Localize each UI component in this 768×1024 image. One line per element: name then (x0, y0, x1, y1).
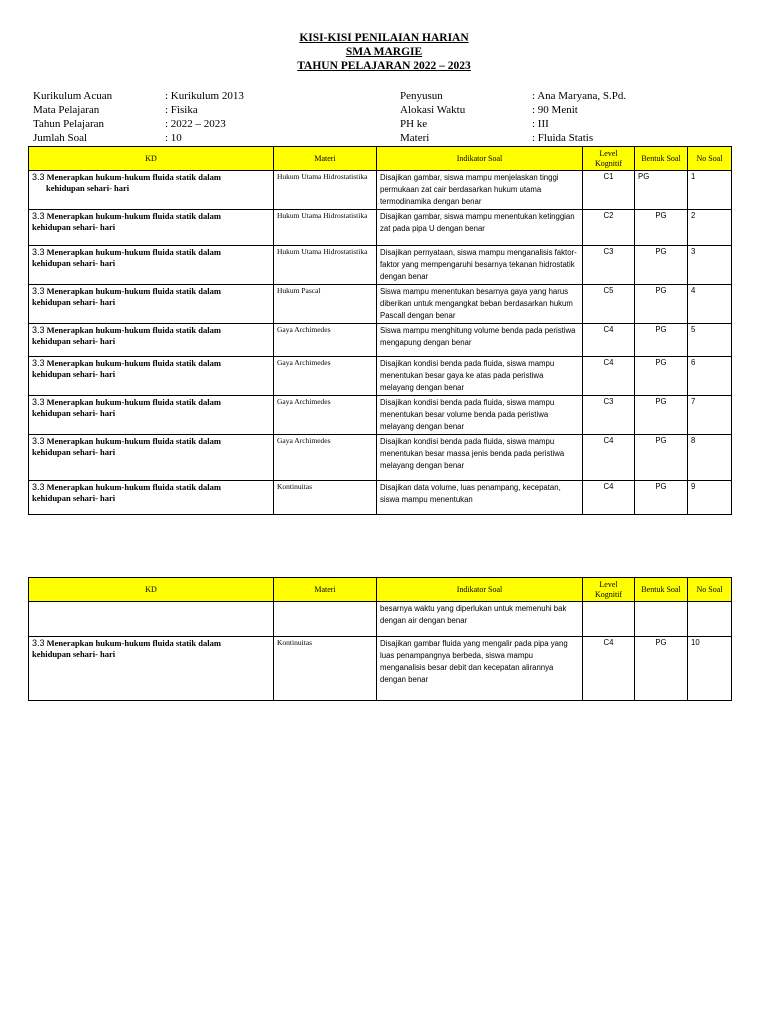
info-value: : Kurikulum 2013 (165, 90, 244, 102)
kd-text-line2: kehidupan sehari- hari (32, 493, 116, 503)
kd-text: Menerapkan hukum-hukum fluida statik dalam (46, 638, 221, 648)
info-label: Mata Pelajaran (33, 104, 100, 116)
level-cell: C4 (583, 481, 635, 515)
no-soal-cell: 3 (688, 246, 732, 285)
kd-text-line2: kehidupan sehari- hari (32, 258, 116, 268)
kd-text: Menerapkan hukum-hukum fluida statik dalam (46, 325, 221, 335)
kd-cell (29, 357, 274, 396)
bentuk-cell: PG (635, 435, 688, 481)
info-value: : Ana Maryana, S.Pd. (532, 90, 627, 102)
kd-text-line2: kehidupan sehari- hari (32, 336, 116, 346)
header-no: No Soal (688, 147, 732, 171)
indikator-cell: Disajikan gambar, siswa mampu menentukan ketinggian zat pada pipa U dengan benar (377, 210, 583, 246)
academic-year: TAHUN PELAJARAN 2022 – 2023 (297, 60, 471, 72)
bentuk-cell: PG (635, 246, 688, 285)
materi-cell: Gaya Archimedes (274, 396, 377, 435)
header-indikator: Indikator Soal (377, 578, 583, 602)
materi-cell: Gaya Archimedes (274, 324, 377, 357)
bentuk-cell: PG (635, 324, 688, 357)
kd-text-line2: kehidupan sehari- hari (32, 408, 116, 418)
kd-text-line2: kehidupan sehari- hari (32, 649, 116, 659)
kd-cell (29, 210, 274, 246)
kd-text: Menerapkan hukum-hukum fluida statik dalam (46, 397, 221, 407)
level-cell: C3 (583, 396, 635, 435)
no-soal-cell: 1 (688, 171, 732, 210)
kd-cell (29, 637, 274, 701)
table-row (29, 602, 732, 637)
level-cell: C4 (583, 637, 635, 701)
info-value: : III (532, 118, 549, 130)
school-name: SMA MARGIE (345, 46, 423, 58)
kd-number: 3.3 (32, 358, 45, 368)
kd-cell (29, 324, 274, 357)
kd-text: Menerapkan hukum-hukum fluida statik dalam (46, 436, 221, 446)
kd-text: Menerapkan hukum-hukum fluida statik dalam (46, 247, 221, 257)
table-row (29, 481, 732, 515)
bentuk-cell: PG (635, 481, 688, 515)
info-label: PH ke (400, 118, 428, 130)
kd-text-line2: kehidupan sehari- hari (32, 297, 116, 307)
info-right (400, 89, 626, 145)
kd-number: 3.3 (32, 325, 45, 335)
level-cell: C3 (583, 246, 635, 285)
header-no: No Soal (688, 578, 732, 602)
level-cell: C4 (583, 357, 635, 396)
header-bentuk: Bentuk Soal (635, 578, 688, 602)
no-soal-cell: 4 (688, 285, 732, 324)
header-kd: KD (29, 147, 274, 171)
info-label: Kurikulum Acuan (33, 90, 113, 102)
header-kd: KD (29, 578, 274, 602)
indikator-cell: Disajikan gambar fluida yang mengalir pada pipa yang luas penampangnya berbeda, siswa mampu menganalisis besar debit dan kecepatan alirannya dengan benar (377, 637, 583, 701)
header-materi: Materi (274, 578, 377, 602)
bentuk-cell: PG (635, 171, 688, 210)
kisi-table-2 (28, 577, 732, 701)
kd-cell (29, 246, 274, 285)
indikator-cell: Disajikan pernyataan, siswa mampu menganalisis faktor-faktor yang mempengaruhi besarnya tekanan hidrostatik dengan benar (377, 246, 583, 285)
info-label: Jumlah Soal (33, 132, 88, 144)
indikator-cell: Disajikan data volume, luas penampang, kecepatan, siswa mampu menentukan (377, 481, 583, 515)
bentuk-cell: PG (635, 357, 688, 396)
info-label: Alokasi Waktu (400, 104, 466, 116)
no-soal-cell: 8 (688, 435, 732, 481)
kd-cell (29, 396, 274, 435)
table-row (29, 435, 732, 481)
table-row (29, 171, 732, 210)
no-soal-cell: 6 (688, 357, 732, 396)
table-row (29, 246, 732, 285)
level-cell: C1 (583, 171, 635, 210)
kd-number: 3.3 (32, 482, 45, 492)
kd-number: 3.3 (32, 436, 45, 446)
level-cell: C5 (583, 285, 635, 324)
no-soal-cell (688, 602, 732, 637)
kd-cell (29, 171, 274, 210)
no-soal-cell: 5 (688, 324, 732, 357)
info-left (33, 89, 244, 145)
header-indikator: Indikator Soal (377, 147, 583, 171)
materi-cell: Kontinuitas (274, 481, 377, 515)
indikator-cell: Disajikan kondisi benda pada fluida, siswa mampu menentukan besar massa jenis benda pada peristiwa melayang dengan benar (377, 435, 583, 481)
table-row (29, 396, 732, 435)
bentuk-cell: PG (635, 285, 688, 324)
kd-text: Menerapkan hukum-hukum fluida statik dalam (46, 211, 221, 221)
kd-text-line2: kehidupan sehari- hari (32, 447, 116, 457)
kd-text: Menerapkan hukum-hukum fluida statik dalam (46, 172, 221, 182)
indikator-cell: Disajikan kondisi benda pada fluida, siswa mampu menentukan besar volume benda pada peristiwa melayang dengan benar (377, 396, 583, 435)
info-label: Materi (400, 132, 430, 144)
header-level: Level Kognitif (583, 578, 635, 602)
header-bentuk: Bentuk Soal (635, 147, 688, 171)
level-cell: C2 (583, 210, 635, 246)
kd-text: Menerapkan hukum-hukum fluida statik dalam (46, 358, 221, 368)
table-row (29, 637, 732, 701)
table-row (29, 285, 732, 324)
indikator-cell: besarnya waktu yang diperlukan untuk memenuhi bak dengan air dengan benar (377, 602, 583, 637)
header-materi: Materi (274, 147, 377, 171)
table-row (29, 324, 732, 357)
kd-cell (29, 481, 274, 515)
info-value: : Fisika (165, 104, 198, 116)
materi-cell: Hukum Utama Hidrostatistika (274, 210, 377, 246)
indikator-cell: Disajikan gambar, siswa mampu menjelaskan tinggi permukaan zat cair berdasarkan hukum utama termodinamika dengan benar (377, 171, 583, 210)
no-soal-cell: 10 (688, 637, 732, 701)
kd-text-line2: kehidupan sehari- hari (46, 183, 130, 193)
no-soal-cell: 9 (688, 481, 732, 515)
info-label: Tahun Pelajaran (33, 118, 105, 130)
info-label: Penyusun (400, 90, 443, 102)
kd-number: 3.3 (32, 211, 45, 221)
document-title: KISI-KISI PENILAIAN HARIAN (299, 32, 469, 44)
no-soal-cell: 2 (688, 210, 732, 246)
kd-text-line2: kehidupan sehari- hari (32, 222, 116, 232)
table-row (29, 357, 732, 396)
level-cell: C4 (583, 324, 635, 357)
bentuk-cell: PG (635, 396, 688, 435)
kd-number: 3.3 (32, 638, 45, 648)
kd-cell (29, 602, 274, 637)
kd-text-line2: kehidupan sehari- hari (32, 369, 116, 379)
kd-cell (29, 435, 274, 481)
bentuk-cell (635, 602, 688, 637)
kd-number: 3.3 (32, 397, 45, 407)
kd-text: Menerapkan hukum-hukum fluida statik dalam (46, 482, 221, 492)
bentuk-cell: PG (635, 210, 688, 246)
materi-cell: Hukum Pascal (274, 285, 377, 324)
materi-cell (274, 602, 377, 637)
indikator-cell: Siswa mampu menghitung volume benda pada peristiwa mengapung dengan benar (377, 324, 583, 357)
level-cell: C4 (583, 435, 635, 481)
table-row (29, 210, 732, 246)
info-value: : Fluida Statis (532, 132, 594, 144)
info-value: : 90 Menit (532, 104, 578, 116)
no-soal-cell: 7 (688, 396, 732, 435)
kd-cell (29, 285, 274, 324)
info-value: : 2022 – 2023 (165, 118, 226, 130)
kd-number: 3.3 (32, 286, 45, 296)
materi-cell: Kontinuitas (274, 637, 377, 701)
materi-cell: Hukum Utama Hidrostatistika (274, 246, 377, 285)
info-value: : 10 (165, 132, 182, 144)
header-level: Level Kognitif (583, 147, 635, 171)
indikator-cell: Disajikan kondisi benda pada fluida, siswa mampu menentukan besar gaya ke atas pada peristiwa melayang dengan benar (377, 357, 583, 396)
materi-cell: Hukum Utama Hidrostatistika (274, 171, 377, 210)
kd-text: Menerapkan hukum-hukum fluida statik dalam (46, 286, 221, 296)
indikator-cell: Siswa mampu menentukan besarnya gaya yang harus diberikan untuk mengangkat beban berdasarkan hukum Pascall dengan benar (377, 285, 583, 324)
level-cell (583, 602, 635, 637)
bentuk-cell: PG (635, 637, 688, 701)
materi-cell: Gaya Archimedes (274, 435, 377, 481)
materi-cell: Gaya Archimedes (274, 357, 377, 396)
kd-number: 3.3 (32, 172, 45, 182)
kd-number: 3.3 (32, 247, 45, 257)
kisi-table-1 (28, 146, 732, 515)
